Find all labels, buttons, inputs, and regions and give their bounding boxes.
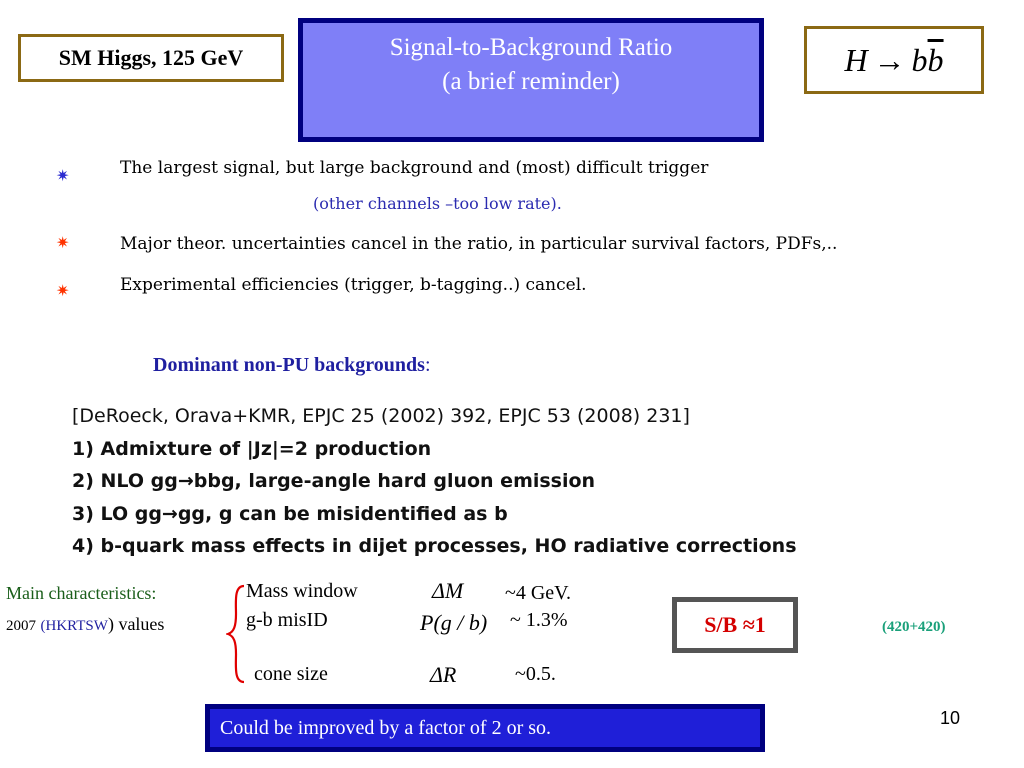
open-paren: ( [40,618,46,634]
close-paren: ) [107,614,114,634]
hkrtsw-values-label [6,614,164,635]
param-value: ~4 GeV. [505,582,572,604]
backgrounds-heading-text: Dominant non-PU backgrounds [153,354,425,376]
bullet-1-sub: (other channels –too low rate). [313,194,562,213]
title-line-1: Signal-to-Background Ratio [389,34,673,61]
main-characteristics-label: Main characteristics: [6,583,157,603]
bullet-3-text: Experimental efficiencies (trigger, b-tagging..) cancel. [120,275,587,295]
reference-line: [DeRoeck, Orava+KMR, EPJC 25 (2002) 392, EPJC 53 (2008) 231] [72,405,690,427]
values-word: values [113,614,165,634]
formula-h-to-bbbar [804,26,984,94]
param-value: ~0.5. [515,663,556,685]
param-symbol: ΔM [432,578,464,603]
left-brace-icon [226,584,248,684]
param-name: cone size [254,663,328,685]
background-item: 4) b-quark mass effects in dijet processes, HO radiative corrections [72,535,797,557]
background-item: 1) Admixture of |Jz|=2 production [72,437,432,460]
star-icon: ✷ [56,166,70,185]
luminosity-label: (420+420) [882,619,946,635]
hkrtsw-text: HKRTSW [45,618,108,634]
formula-h: H [844,41,868,78]
backgrounds-heading-colon: : [424,354,431,376]
background-item: 2) NLO gg→bbg, large-angle hard gluon emission [72,470,596,492]
page-number: 10 [940,708,961,728]
param-value: ~ 1.3% [510,609,568,631]
title-line-2: (a brief reminder) [442,68,620,95]
bullet-2-text: Major theor. uncertainties cancel in the ratio, in particular survival factors, PDFs,.. [120,234,838,254]
param-name: Mass window [246,580,358,602]
year-text: 2007 [6,618,36,634]
param-symbol: ΔR [430,662,457,687]
slide-title [298,18,764,142]
formula-arrow: → [873,41,906,78]
bullet-1-text: The largest signal, but large background and (most) difficult trigger [120,158,709,178]
star-icon: ✷ [56,281,70,300]
param-name: g-b misID [246,609,328,631]
formula-bbar: $\overline{b}$ [927,41,944,78]
backgrounds-heading [153,354,431,377]
sm-higgs-label: SM Higgs, 125 GeV [18,34,284,82]
param-symbol: P(g / b) [420,610,488,635]
formula-b: b [911,41,928,78]
sb-ratio-box: S/B ≈1 [672,597,798,653]
improvement-note: Could be improved by a factor of 2 or so. [205,704,765,752]
background-item: 3) LO gg→gg, g can be misidentified as b [72,502,508,525]
star-icon: ✷ [56,233,70,252]
backgrounds-list [72,400,797,563]
